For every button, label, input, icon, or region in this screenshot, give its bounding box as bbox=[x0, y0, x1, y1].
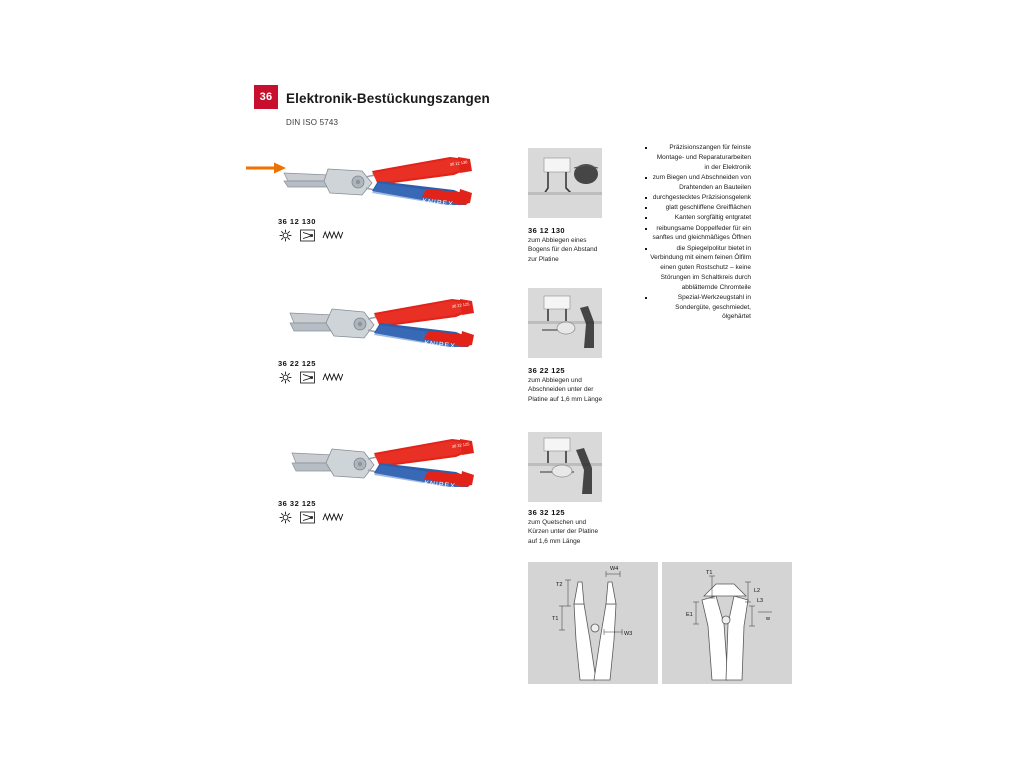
page-title: Elektronik-Bestückungszangen bbox=[286, 91, 490, 106]
article-number: 36 22 125 bbox=[278, 359, 316, 368]
application-caption: zum Abbiegen eines Bogens für den Abstand zur Platine bbox=[528, 237, 598, 263]
svg-text:w: w bbox=[766, 616, 770, 622]
page-number-badge: 36 bbox=[254, 85, 278, 109]
svg-text:E1: E1 bbox=[686, 612, 693, 618]
feature-item: die Spiegelpolitur bietet in Verbindung mit einem feinen Ölfilm einen guten Rostschutz – keine Störungen im Schaltkreis durch abblätternde Chromteile bbox=[645, 244, 751, 293]
head-shape-icon bbox=[300, 229, 315, 242]
head-shape-icon bbox=[300, 511, 315, 524]
pictogram-row bbox=[278, 229, 344, 242]
svg-text:KNIPEX: KNIPEX bbox=[423, 480, 457, 491]
feature-list bbox=[645, 143, 751, 323]
svg-text:36 12 130: 36 12 130 bbox=[449, 159, 468, 167]
zigzag-spring-icon bbox=[322, 511, 344, 524]
application-caption: zum Abbiegen und Abschneiden unter der Platine auf 1,6 mm Länge bbox=[528, 377, 603, 403]
svg-text:T1: T1 bbox=[552, 616, 559, 622]
esd-icon bbox=[278, 229, 293, 242]
svg-text:KNIPEX: KNIPEX bbox=[423, 340, 457, 351]
feature-item: zum Biegen und Abschneiden von Drahtenden an Bauteilen bbox=[645, 173, 751, 193]
feature-item: durchgestecktes Präzisionsgelenk bbox=[645, 193, 751, 203]
svg-text:L2: L2 bbox=[754, 588, 761, 594]
feature-item: Kanten sorgfältig entgratet bbox=[645, 213, 751, 223]
esd-icon bbox=[278, 511, 293, 524]
article-number: 36 32 125 bbox=[278, 499, 316, 508]
feature-item: reibungsame Doppelfeder für ein sanftes und gleichmäßiges Öffnen bbox=[645, 224, 751, 244]
svg-text:KNIPEX: KNIPEX bbox=[421, 198, 455, 209]
svg-text:T1: T1 bbox=[706, 570, 713, 576]
esd-icon bbox=[278, 371, 293, 384]
application-number: 36 12 130 bbox=[528, 226, 565, 235]
pictogram-row bbox=[278, 511, 344, 524]
zigzag-spring-icon bbox=[322, 371, 344, 384]
zigzag-spring-icon bbox=[322, 229, 344, 242]
application-image-36-12-130 bbox=[528, 148, 602, 218]
application-number: 36 32 125 bbox=[528, 508, 565, 517]
feature-item: glatt geschliffene Greifflächen bbox=[645, 203, 751, 213]
application-caption: zum Quetschen und Kürzen unter der Platine auf 1,6 mm Länge bbox=[528, 519, 599, 545]
svg-text:36 22 125: 36 22 125 bbox=[451, 301, 470, 309]
dimension-drawing-side bbox=[662, 562, 792, 684]
feature-item: Präzisionszangen für feinste Montage- und Reparaturarbeiten in der Elektronik bbox=[645, 143, 751, 172]
feature-item: Spezial-Werkzeugstahl in Sondergüte, geschmiedet, ölgehärtet bbox=[645, 293, 751, 322]
svg-text:L3: L3 bbox=[757, 598, 764, 604]
dimension-drawing-front bbox=[528, 562, 658, 684]
application-image-36-22-125 bbox=[528, 288, 602, 358]
svg-text:W4: W4 bbox=[610, 566, 619, 572]
head-shape-icon bbox=[300, 371, 315, 384]
svg-text:T2: T2 bbox=[556, 582, 563, 588]
standard-reference: DIN ISO 5743 bbox=[286, 118, 339, 127]
application-image-36-32-125 bbox=[528, 432, 602, 502]
svg-text:36 32 125: 36 32 125 bbox=[451, 441, 470, 449]
application-number: 36 22 125 bbox=[528, 366, 565, 375]
article-number: 36 12 130 bbox=[278, 217, 316, 226]
pictogram-row bbox=[278, 371, 344, 384]
svg-text:W3: W3 bbox=[624, 631, 633, 637]
